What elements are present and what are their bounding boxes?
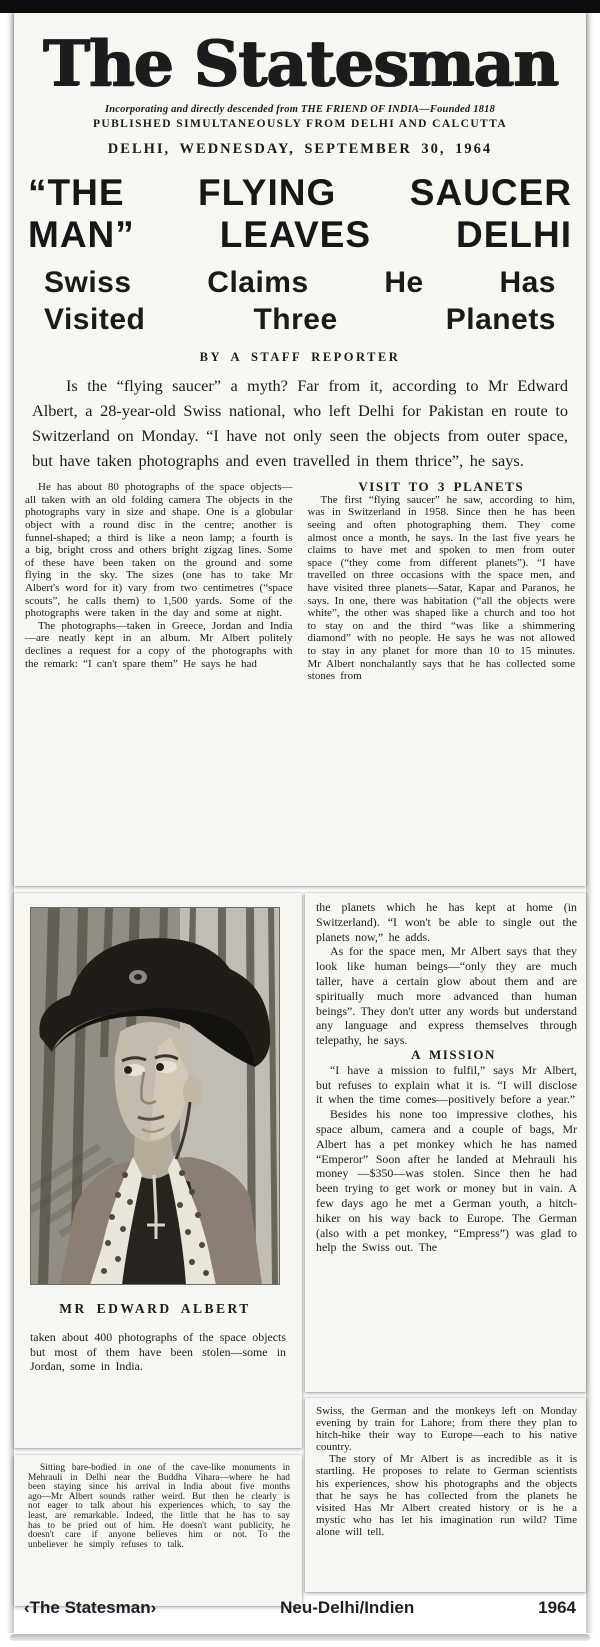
headline-line-1: “THE FLYING SAUCER [28,171,572,213]
article-paragraph: “I have a mission to fulfil,” says Mr Albert, but refuses to explain what it is. “I will disclose it when the time comes—positively before a year.” [316,1062,577,1107]
article-paragraph: Swiss, the German and the monkeys left on Monday evening by train for Lahore; from there they plan to hitch-hike their way to Europe—each to his native country. [316,1405,577,1454]
newspaper-strip-right-continuation [305,893,586,1392]
footer-year: 1964 [538,1598,576,1617]
masthead-published-line: PUBLISHED SIMULTANEOUSLY FROM DELHI AND CALCUTTA [92,117,508,130]
portrait-photo [30,907,280,1285]
dateline: DELHI, WEDNESDAY, SEPTEMBER 30, 1964 [107,140,493,157]
archive-footer [24,1598,576,1618]
ear [183,1076,203,1108]
article-paragraph: The photographs—taken in Greece, Jordan and India—are neatly kept in an album. Mr Albert politely declines a request for a copy of the photographs with the remark: “I can't spare them” He says he had [25,619,293,670]
article-paragraph: the planets which he has kept at home (in Switzerland). “I won't be able to single out the planets now,” he adds. [316,900,577,944]
scan-left-edge-shade [7,13,14,1633]
article-paragraph: taken about 400 photographs of the space objects but most of them have been stolen—some in Jordan, some in India. [30,1330,286,1374]
subhead-line-2: Visited Three Planets [44,302,556,336]
article-paragraph: The first “flying saucer” he saw, according to him, was in Switzerland in 1958. Since then he has been seeing and often photographing them. They come almost once a month, he says. In the last five years he claims to have met and spoken to men from outer space (“they come from different planets”). “I have travelled on three occasions with the space men, and have visited three planets—Satar, Kapar and Paranos, he says. In one, there was habitation (“all the objects were white”, the other was shaped like a church and too hot to stay on and the third “was like a shimmering diamond” with no people. He says he was not allowed to stay in any planet for more than 10 to 15 minutes. Mr Albert nonchalantly says that he has collected some stones from [307,493,575,683]
article-paragraph: As for the space men, Mr Albert says that they look like human beings—“only they are much taller, have a certain glow about them and are spiritually much more advanced than human beings”. They don't utter any words but understand any language and express themselves through telepathy, he says. [316,944,577,1048]
byline: BY A STAFF REPORTER [199,350,401,365]
newspaper-strip-bottom-left [14,1455,302,1606]
left-column [25,481,293,683]
article-paragraph: He has about 80 photographs of the space objects—all taken with an old folding camera The objects in the photographs vary in size and shape. One is a globular object with a round disc in the centre; another is funnel-shaped; a third is like a neon lamp; a fourth is a big, bright cross and others bright zigzag lines. Some of these have been taken on the ground and some flying in the sky. The sizes (one has to take Mr Albert's word for it) vary from two centimetres (“space scouts”, he calls them) to 1,500 yards. Some of the photographs were taken in the day and some at night. [25,481,293,620]
scan-bottom-edge-shadow [10,1634,590,1641]
scan-right-edge-shade [586,13,593,1633]
right-column [308,481,576,683]
scan-top-edge-bar [0,0,600,13]
article-paragraph: Sitting bare-bodied in one of the cave-like monuments in Mehrauli in Delhi near the Buddha Vihara—where he had been staying since his arrival in India about five months ago—Mr Albert sounds rather weird. But then he clearly is not eager to talk about his experiences which, to say the least, are remarkable. Indeed, the little that he has to say has to be pried out of him. He doesn't want publicity, he doesn't care if anyone believes him or not. To the unbeliever he simply refuses to talk. [28,1463,290,1550]
section-heading-a-mission: A MISSION [411,1046,496,1062]
lede-paragraph: Is the “flying saucer” a myth? Far from it, according to Mr Edward Albert, a 28-year-old Swiss national, who left Delhi for Pakistan en route to Switzerland on Monday. “I have not only seen the objects from outer space, but have taken photographs and even travelled in them thrice”, he says. [32,376,568,471]
main-headline [14,172,586,256]
article-paragraph: Besides his none too impressive clothes, his space album, camera and a couple of bags, Mr Albert has a pet monkey which he has named “Emperor” Soon after he landed at Mehrauli his money —$350—was stolen. Since then he had been trying to get work or money but in vain. A few days ago he met a German youth, a hitch-hiker on his way back to Europe. The German (also with a pet monkey, “Empress”) was glad to help the Swiss out. The [316,1107,577,1255]
sub-headline [14,265,586,338]
section-heading-visit-to-3-planets: VISIT TO 3 PLANETS [358,479,525,495]
footer-source: ‹The Statesman› [24,1598,157,1617]
photo-caption: MR EDWARD ALBERT [59,1301,251,1316]
newspaper-strip-photo [14,893,302,1448]
masthead-title: The Statesman [42,26,558,100]
headline-line-2: MAN” LEAVES DELHI [28,213,572,255]
article-paragraph: The story of Mr Albert is as incredible as it is startling. He proposes to relate to German scientists his experiences, show his photographs and the objects that he says he has collected from the planets he visited Has Mr Albert created history or is he a mystic who has let his imagination run wild? Time alone will tell. [316,1453,577,1538]
newspaper-strip-top [14,13,586,886]
two-column-body [14,481,586,683]
newspaper-strip-bottom-right [305,1398,586,1592]
subhead-line-1: Swiss Claims He Has [44,266,556,300]
footer-location: Neu-Delhi/Indien [280,1598,415,1617]
masthead-tagline: Incorporating and directly descended from THE FRIEND OF INDIA—Founded 1818 [104,103,495,115]
